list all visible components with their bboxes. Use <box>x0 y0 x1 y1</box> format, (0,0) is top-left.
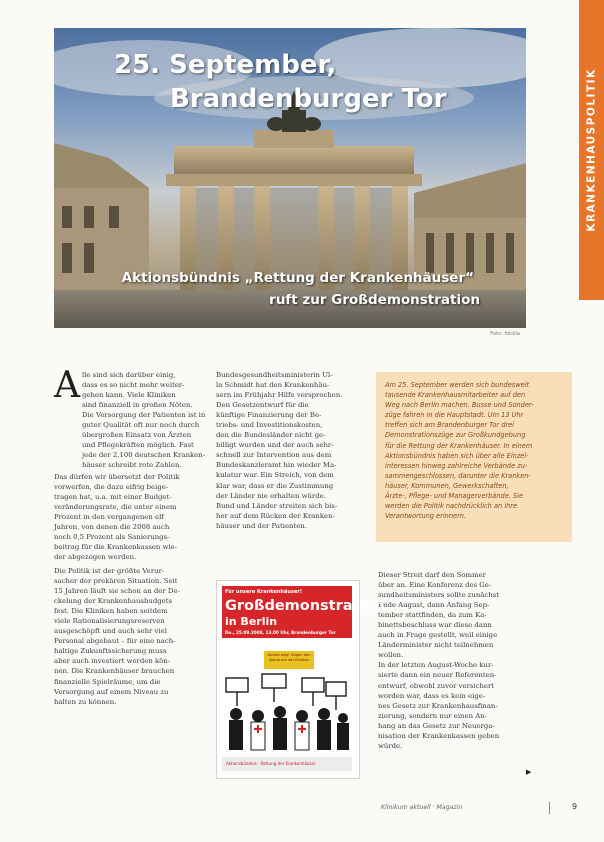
article-paragraph-4: Bundesgesundheitsministerin Ul- la Schmidt hat den Krankenhäu- sern im Frühjahr Hilfe versprochen. Den Gesetzentwurf für die künftige Finanzierung der Be- triebs- und Investitionskosten, den die Bundesländer nicht ge- billigt wurden und der auch sehr- schnell zur Intervention aus dem Bundeskanzleramt hin wieder Ma- kulatur war. Ein Streich, von dem klar war, dass er die Zustimmung der Länder nie erhalten würde. Bund und Länder streiten sich bis- her auf dem Rücken der Kranken- häuser und der Patienten. <box>216 371 343 530</box>
section-tab-label-wrap <box>579 0 604 300</box>
hero-subtitle-line2: ruft zur Großdemonstration <box>269 292 480 308</box>
footer-divider <box>549 802 550 814</box>
poster-date: Do., 25.09.2008, 13.00 Uhr, Brandenburger Tor <box>225 630 336 635</box>
callout-text: Am 25. September werden sich bundesweit tausende Krankenhausmitarbeiter auf den Weg nach Berlin machen. Busse und Sonder- züge fahren in die Hauptstadt. Um 13 Uhr treffen sich am Brandenburger Tor drei Demonstrationszüge zur Großkundgebung für die Rettung der Krankenhäuser. In einem Aktionsbündnis haben sich über alle Einzel- interessen hinweg zahlreiche Verbände zu- sammengeschlossen, darunter die Kranken- häuser, Kommunen, Gewerkschaften, Ärzte-, Pflege- und Managerverbände. Sie werden die Politik nachdrücklich an ihre Verantwortung erinnern. <box>385 381 534 521</box>
section-tab-label: KRANKENHAUSPOLITIK <box>585 68 598 232</box>
footer-publication: Klinikum aktuell · Magazin <box>381 804 463 811</box>
poster-kicker: Für unsere Krankenhäuser! <box>225 589 303 595</box>
poster-headline: Großdemonstration <box>225 598 385 614</box>
article-paragraph-3: Die Politik ist der größte Verur- sacher der prekären Situation. Seit 15 Jahren läuft sie schon an der De- ckelung der Krankenhausbudgets fest. Die Kliniken haben seitdem viele Rationalisierungsreserven ausgeschöpft und auch sehr viel Personal abgebaut – für eine nach- haltige Zukunftssicherung muss aber auch investiert werden kön- nen. Die Krankenhäuser brauchen finanzielle Spielräume, um die Versorgung auf einem Niveau zu halten zu können. <box>54 567 180 706</box>
hero-photo <box>54 28 526 328</box>
article-paragraph-2: Das dürfen wir übersetzt der Politik vorwerfen, die dazu eifrig beige- tragen hat, u.a. mit einer Budget- veränderungsrate, die unter einem Prozent in den vergangenen elf Jahren, von denen die 2008 auch noch 0,5 Prozent als Sanierungs- beitrag für die Krankenkassen wie- der abgezogen werden. <box>54 473 180 562</box>
poster-footer-text: Aktionsbündnis · Rettung der Krankenhäuser <box>226 761 316 766</box>
hero-subtitle-line1: Aktionsbündnis „Rettung der Krankenhäuser“ <box>121 270 474 286</box>
drop-cap: A <box>54 365 80 406</box>
poster-subheadline: in Berlin <box>225 615 278 628</box>
article-paragraph-5: Dieser Streit darf den Sommer über an. Eine Konferenz des Ge- sundheitsministers sollte zunächst Ende August, dann Anfang Sep- tember stattfinden, da zum Ka- binettsbeschluss war diese dann auch in Frage gestellt, weil einige Länderminister nicht teilnehmen wollen. In der letzten August-Woche kur- sierte dann ein neuer Referenten- entwurf, obwohl zuvor versichert worden war, dass es kein eige- nes Gesetz zur Krankenhausfinan- zierung, sondern nur einen An- hang an das Gesetz zur Neuorga- nisation der Krankenkassen geben würde. <box>378 571 500 750</box>
poster-crowd-illustration <box>222 672 352 756</box>
hero-title-line1: 25. September, <box>114 50 337 80</box>
article-intro: lle sind sich darüber einig, dass es so nicht mehr weiter- gehen kann. Viele Kliniken sind finanziell in großen Nöten. Die Versorgung der Patienten ist in guter Qualität oft nur noch durch übergroßen Einsatz von Ärzten und Pflegekräften möglich. Fast jede der 2.100 deutschen Kranken- häuser schreibt rote Zahlen. <box>82 371 206 470</box>
hero-title-line2: Brandenburger Tor <box>170 84 447 114</box>
poster-badge-text: Deckel weg! Gegen den Spardruck der Kliniken <box>267 653 311 662</box>
page-number: 9 <box>572 802 578 811</box>
photo-credit: Foto: fotolia <box>490 331 520 337</box>
continue-arrow-icon: ▶ <box>526 768 532 776</box>
